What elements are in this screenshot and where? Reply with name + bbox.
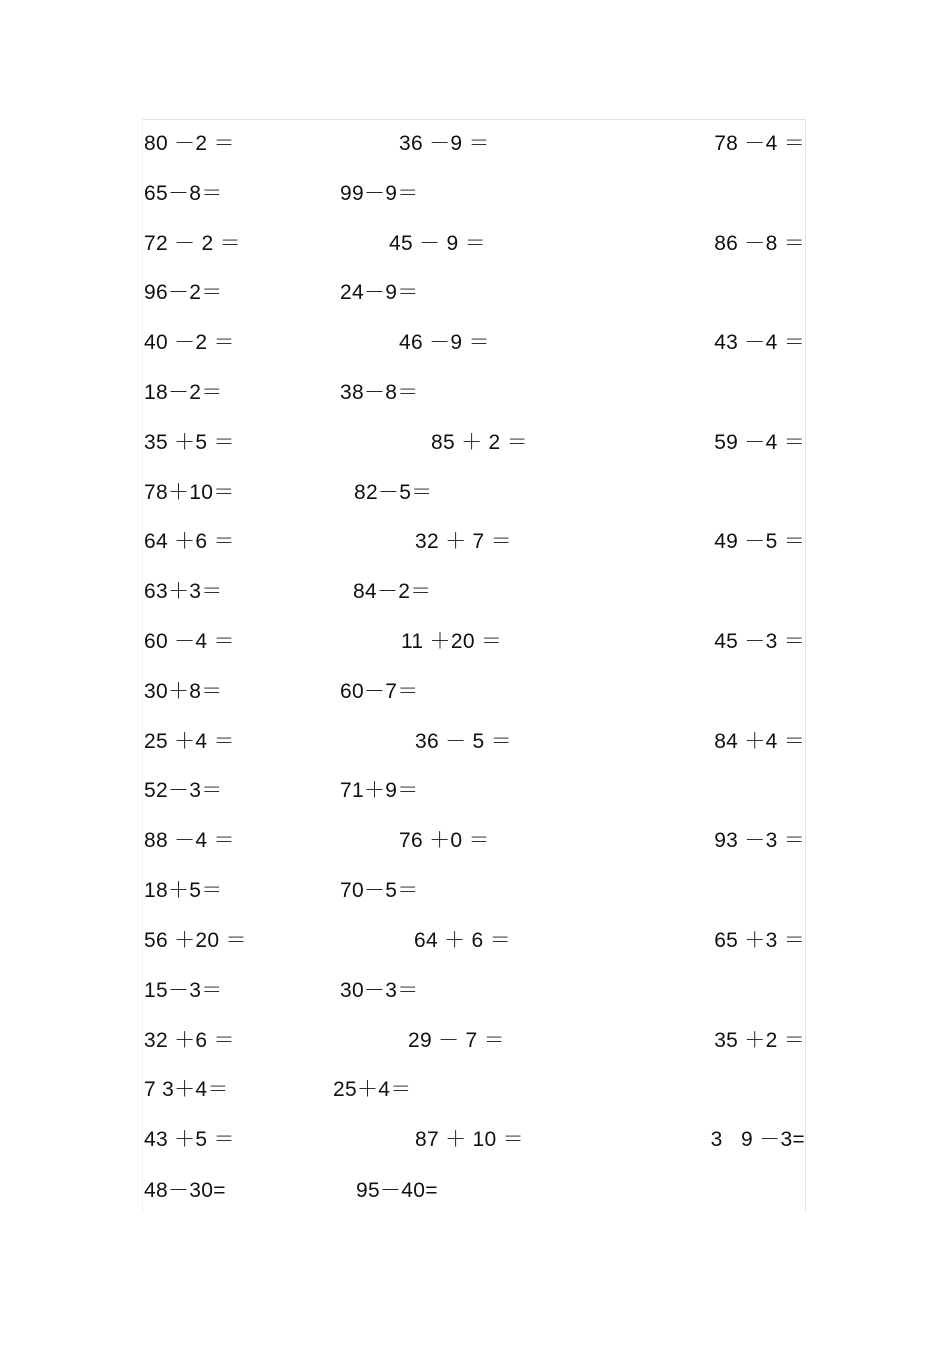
problem-col-3: 84 ＋4 ＝ [714, 730, 805, 753]
problem-row [143, 677, 807, 707]
problem-col-2: 64 ＋ 6 ＝ [414, 929, 511, 952]
problem-col-2: 25＋4＝ [333, 1078, 412, 1101]
problem-row [143, 577, 807, 607]
problem-col-1: 96－2＝ [144, 281, 223, 304]
problem-row [143, 627, 807, 657]
problem-col-2: 24－9＝ [340, 281, 419, 304]
problem-col-3: 78 －4 ＝ [714, 132, 805, 155]
problem-col-1: 65－8＝ [144, 182, 223, 205]
worksheet [142, 119, 806, 1211]
problem-row [143, 278, 807, 308]
problem-col-2: 38－8＝ [340, 381, 419, 404]
problem-col-3: 3 9 －3= [710, 1128, 805, 1151]
problem-row [143, 527, 807, 557]
problem-col-1: 30＋8＝ [144, 680, 223, 703]
problem-col-1: 63＋3＝ [144, 580, 223, 603]
problem-col-1: 40 －2 ＝ [144, 331, 235, 354]
problem-col-1: 48－30= [144, 1179, 226, 1202]
problem-col-2: 99－9＝ [340, 182, 419, 205]
problem-col-1: 15－3＝ [144, 979, 223, 1002]
problem-row [143, 428, 807, 458]
problem-col-1: 43 ＋5 ＝ [144, 1128, 235, 1151]
problem-col-1: 60 －4 ＝ [144, 630, 235, 653]
problem-col-3: 59 －4 ＝ [714, 431, 805, 454]
problem-row [143, 876, 807, 906]
problem-col-2: 95－40= [356, 1179, 438, 1202]
problem-col-2: 76 ＋0 ＝ [399, 829, 490, 852]
problem-col-1: 35 ＋5 ＝ [144, 431, 235, 454]
problem-col-1: 88 －4 ＝ [144, 829, 235, 852]
problem-row [143, 826, 807, 856]
problem-row [143, 1125, 807, 1155]
problem-col-2: 70－5＝ [340, 879, 419, 902]
problem-col-1: 78＋10＝ [144, 481, 235, 504]
problem-row [143, 378, 807, 408]
problem-row [143, 776, 807, 806]
problem-col-1: 80 －2 ＝ [144, 132, 235, 155]
problem-col-1: 7 3＋4＝ [144, 1078, 229, 1101]
problem-col-1: 64 ＋6 ＝ [144, 530, 235, 553]
problem-col-1: 32 ＋6 ＝ [144, 1029, 235, 1052]
problem-col-2: 71＋9＝ [340, 779, 419, 802]
problem-col-2: 87 ＋ 10 ＝ [415, 1128, 524, 1151]
problem-row [143, 727, 807, 757]
problem-row [143, 478, 807, 508]
problem-col-3: 86 －8 ＝ [714, 232, 805, 255]
problem-col-1: 52－3＝ [144, 779, 223, 802]
problem-col-2: 29 － 7 ＝ [408, 1029, 505, 1052]
problem-col-2: 46 －9 ＝ [399, 331, 490, 354]
problem-col-2: 82－5＝ [354, 481, 433, 504]
problem-row [143, 1176, 807, 1206]
problem-col-2: 30－3＝ [340, 979, 419, 1002]
problem-col-1: 72 － 2 ＝ [144, 232, 241, 255]
problem-col-2: 85 ＋ 2 ＝ [431, 431, 528, 454]
problem-col-2: 36 － 5 ＝ [415, 730, 512, 753]
problem-row [143, 129, 807, 159]
problem-col-1: 18＋5＝ [144, 879, 223, 902]
problem-col-3: 35 ＋2 ＝ [714, 1029, 805, 1052]
problem-row [143, 976, 807, 1006]
problem-col-1: 56 ＋20 ＝ [144, 929, 247, 952]
problem-col-1: 18－2＝ [144, 381, 223, 404]
problem-col-2: 11 ＋20 ＝ [401, 630, 503, 653]
problem-row [143, 328, 807, 358]
problem-col-2: 36 －9 ＝ [399, 132, 490, 155]
problem-row [143, 229, 807, 259]
problem-col-3: 93 －3 ＝ [714, 829, 805, 852]
problem-col-3: 65 ＋3 ＝ [714, 929, 805, 952]
problem-col-3: 49 －5 ＝ [714, 530, 805, 553]
problem-row [143, 926, 807, 956]
problem-col-2: 84－2＝ [353, 580, 432, 603]
problem-row [143, 179, 807, 209]
problem-col-2: 32 ＋ 7 ＝ [415, 530, 512, 553]
problem-row [143, 1075, 807, 1105]
problem-col-2: 45 － 9 ＝ [389, 232, 486, 255]
problem-col-3: 45 －3 ＝ [714, 630, 805, 653]
problem-row [143, 1026, 807, 1056]
problem-col-2: 60－7＝ [340, 680, 419, 703]
problem-col-3: 43 －4 ＝ [714, 331, 805, 354]
problem-col-1: 25 ＋4 ＝ [144, 730, 235, 753]
